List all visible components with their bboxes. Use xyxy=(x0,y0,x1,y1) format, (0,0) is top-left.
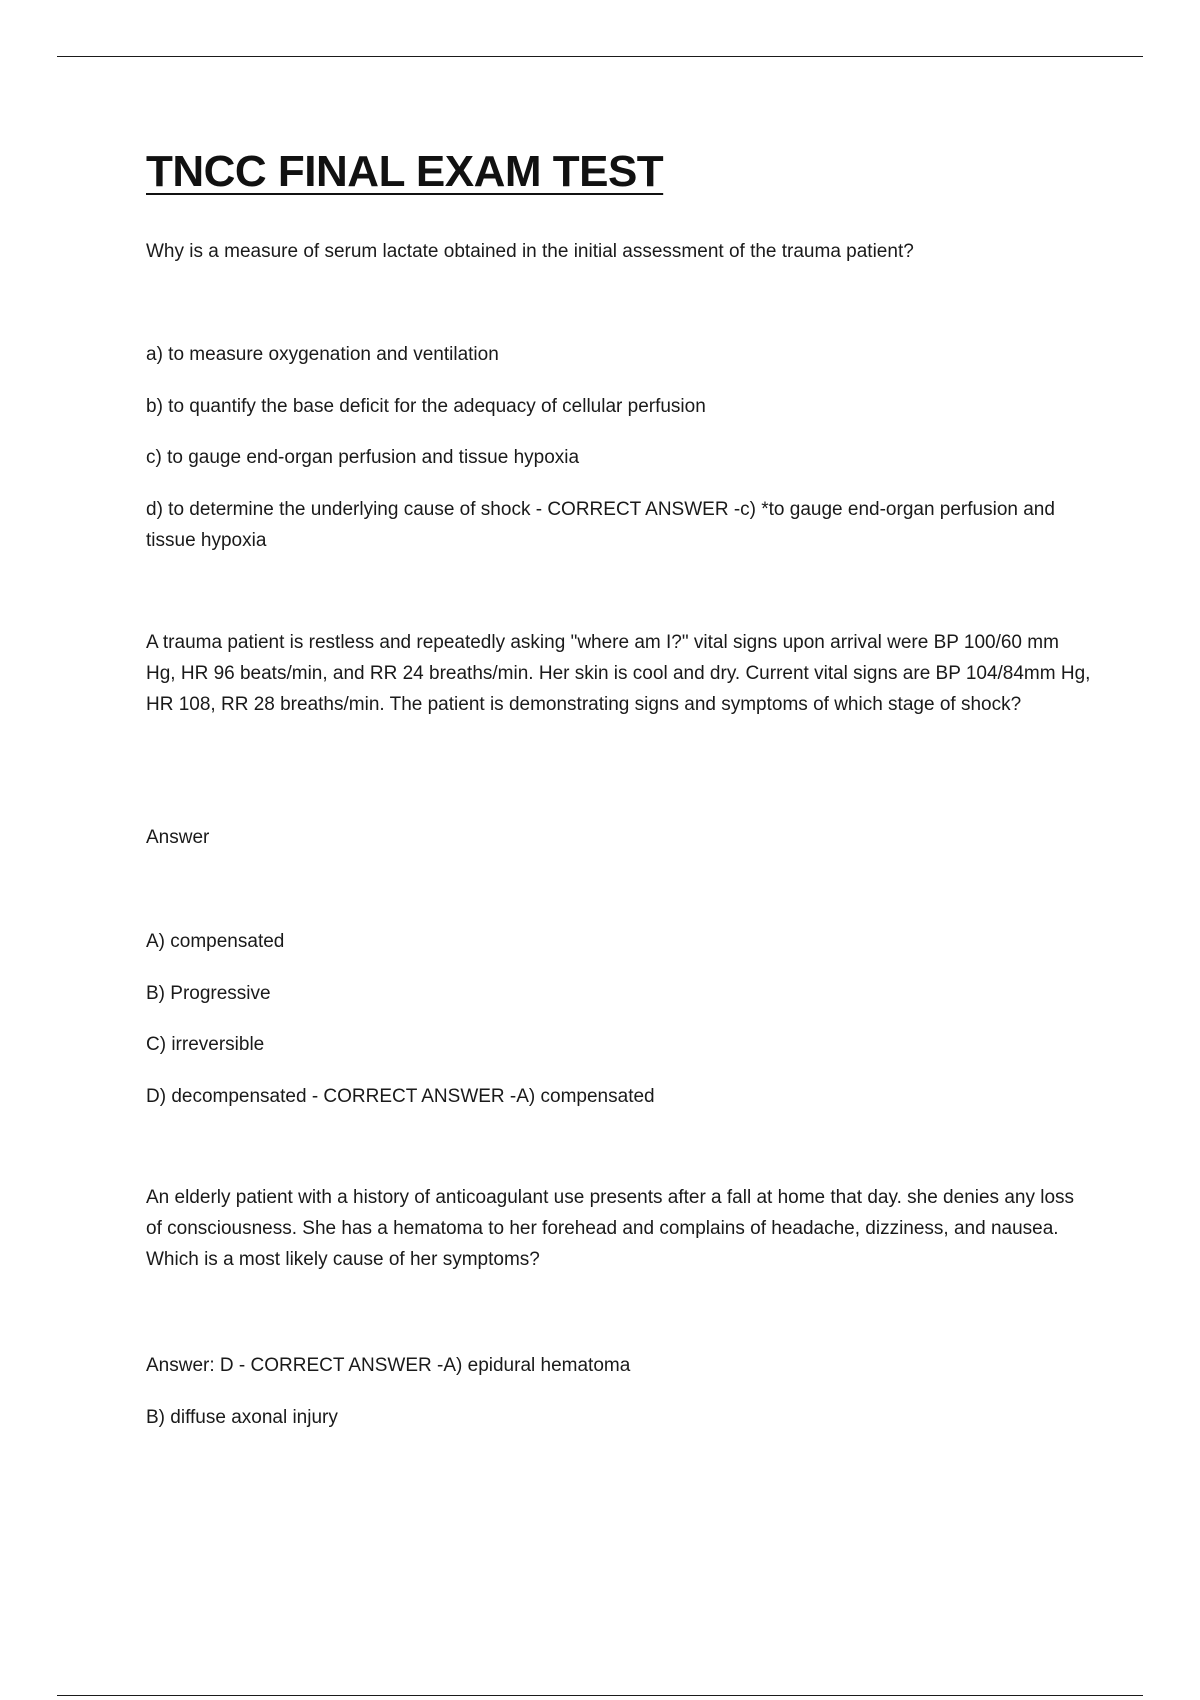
q2-option-b: B) Progressive xyxy=(146,983,271,1004)
q3-option-b: B) diffuse axonal injury xyxy=(146,1407,338,1428)
q3-answer-line: Answer: D - CORRECT ANSWER -A) epidural hematoma xyxy=(146,1355,631,1376)
q2-option-a: A) compensated xyxy=(146,931,285,952)
q1-question: Why is a measure of serum lactate obtained in the initial assessment of the trauma patient? xyxy=(146,241,914,262)
q2-question: A trauma patient is restless and repeatedly asking "where am I?" vital signs upon arrival were BP 100/60 mm Hg, HR 96 beats/min, and RR 24 breaths/min. Her skin is cool and dry. Current vital signs are BP 104/84mm Hg, HR 108, RR 28 breaths/min. The patient is demonstrating signs and symptoms of which stage of shock? xyxy=(146,632,1091,715)
document-title: TNCC FINAL EXAM TEST xyxy=(146,147,664,196)
q2-option-d: D) decompensated - CORRECT ANSWER -A) compensated xyxy=(146,1086,655,1107)
q2-answer-label: Answer xyxy=(146,827,210,848)
q1-option-b: b) to quantify the base deficit for the adequacy of cellular perfusion xyxy=(146,396,706,417)
q1-option-c: c) to gauge end-organ perfusion and tissue hypoxia xyxy=(146,447,580,468)
bottom-rule xyxy=(57,1695,1143,1696)
q1-option-d: d) to determine the underlying cause of shock - CORRECT ANSWER -c) *to gauge end-organ perfusion and tissue hypoxia xyxy=(146,499,1055,551)
q1-option-a: a) to measure oxygenation and ventilation xyxy=(146,344,499,365)
q3-question: An elderly patient with a history of anticoagulant use presents after a fall at home that day. she denies any loss of consciousness. She has a hematoma to her forehead and complains of headache, dizziness, and nausea. Which is a most likely cause of her symptoms? xyxy=(146,1187,1075,1270)
top-rule xyxy=(57,56,1143,57)
q2-option-c: C) irreversible xyxy=(146,1034,265,1055)
